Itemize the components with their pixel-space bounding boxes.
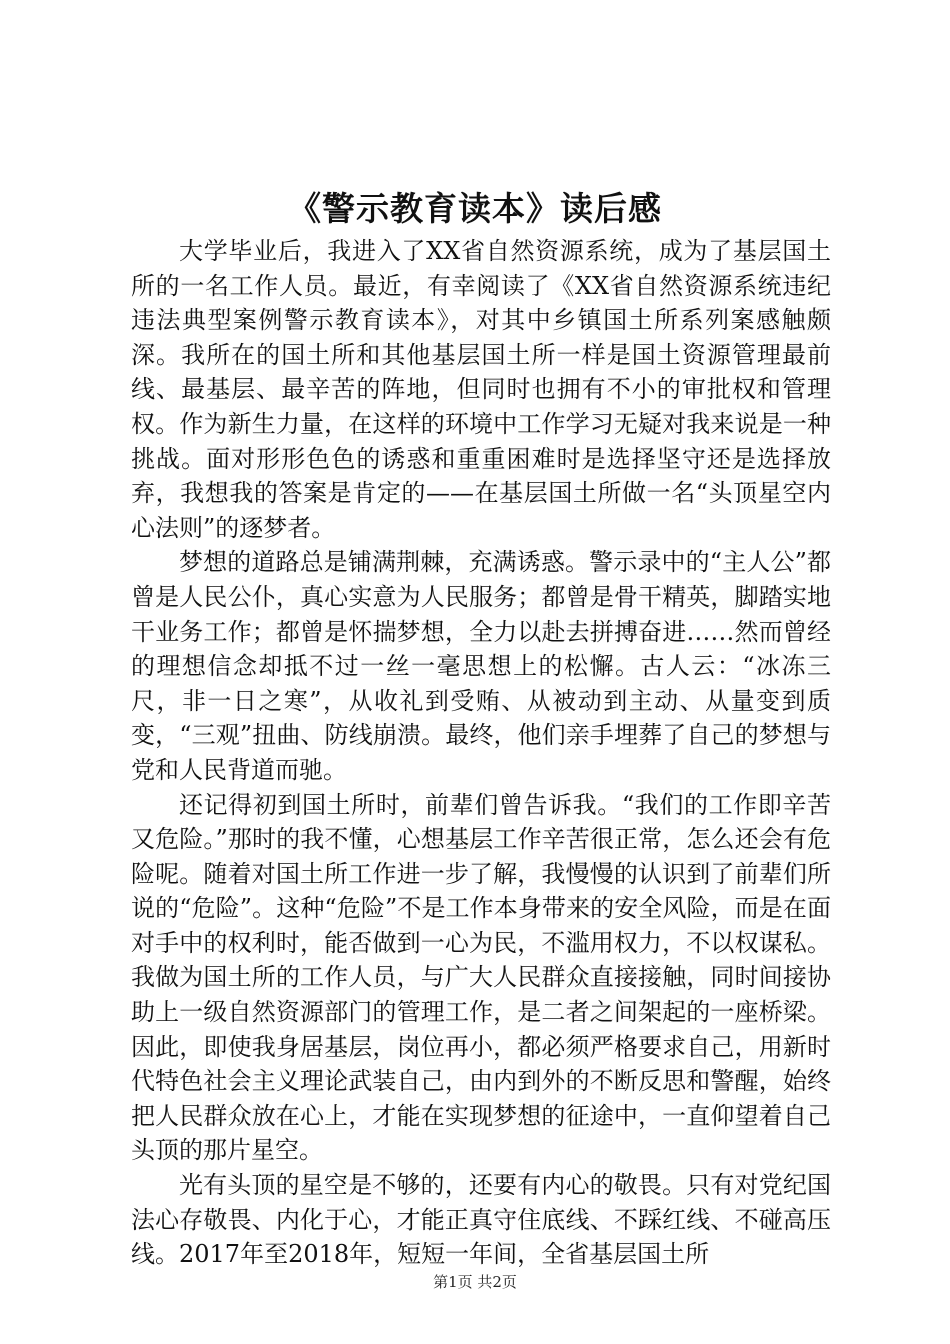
document-title: 《警示教育读本》读后感 [288,189,662,228]
paragraph: 大学毕业后，我进入了XX省自然资源系统，成为了基层国土所的一名工作人员。最近，有幸阅读了《XX省自然资源系统违纪违法典型案例警示教育读本》，对其中乡镇国土所系列案感触颇深。我所在的国土所和其他基层国土所一样是国土资源管理最前线、最基层、最辛苦的阵地，但同时也拥有不小的审批权和管理权。作为新生力量，在这样的环境中工作学习无疑对我来说是一种挑战。面对形形色色的诱惑和重重困难时是选择坚守还是选择放弃，我想我的答案是肯定的——在基层国土所做一名“头顶星空内心法则”的逐梦者。 [131,237,831,542]
page-footer: 第1页 共2页 [433,1273,517,1291]
document-body [131,234,831,1272]
paragraph: 光有头顶的星空是不够的，还要有内心的敬畏。只有对党纪国法心存敬畏、内化于心，才能正真守住底线、不踩红线、不碰高压线。2017年至2018年，短短一年间，全省基层国土所 [131,1171,831,1269]
paragraph: 还记得初到国土所时，前辈们曾告诉我。“我们的工作即辛苦又危险。”那时的我不懂，心想基层工作辛苦很正常，怎么还会有危险呢。随着对国土所工作进一步了解，我慢慢的认识到了前辈们所说的“危险”。这种“危险”不是工作本身带来的安全风险，而是在面对手中的权利时，能否做到一心为民，不滥用权力，不以权谋私。我做为国土所的工作人员，与广大人民群众直接接触，同时间接协助上一级自然资源部门的管理工作，是二者之间架起的一座桥梁。因此，即使我身居基层，岗位再小，都必须严格要求自己，用新时代特色社会主义理论武装自己，由内到外的不断反思和警醒，始终把人民群众放在心上，才能在实现梦想的征途中，一直仰望着自己头顶的那片星空。 [131,790,831,1165]
paragraph: 梦想的道路总是铺满荆棘，充满诱惑。警示录中的“主人公”都曾是人民公仆，真心实意为人民服务；都曾是骨干精英，脚踏实地干业务工作；都曾是怀揣梦想，全力以赴去拼搏奋进……然而曾经的理想信念却抵不过一丝一毫思想上的松懈。古人云：“冰冻三尺，非一日之寒”，从收礼到受贿、从被动到主动、从量变到质变，“三观”扭曲、防线崩溃。最终，他们亲手埋葬了自己的梦想与党和人民背道而驰。 [131,548,831,784]
